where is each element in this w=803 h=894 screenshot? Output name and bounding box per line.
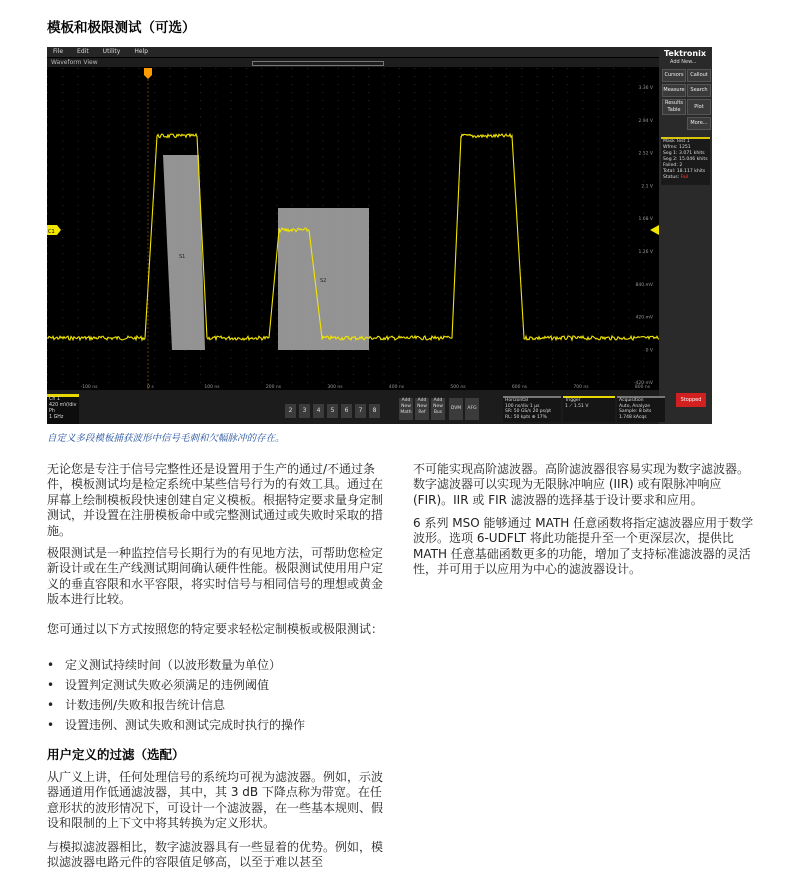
- channel-marker-label: C1: [48, 229, 55, 235]
- more-button[interactable]: More...: [687, 117, 711, 130]
- paragraph-mask-intro: 无论您是专注于信号完整性还是设置用于生产的通过/不通过条件，模板测试均是检定系统中某些信号行为的有效工具。通过在屏幕上绘制模板段快速创建自定义模板。根据特定要求量身定制测试，并设置在注册模板命中或完整测试通过或失败时采取的措施。: [47, 462, 384, 538]
- waveform-svg: [47, 68, 659, 390]
- add-new-label: Add New...: [670, 59, 697, 65]
- x-tick-label: 100 ns: [204, 385, 220, 390]
- menu-bar: [47, 47, 659, 57]
- horizontal-title: Horizontal: [505, 398, 528, 403]
- channel-8-button[interactable]: 8: [369, 404, 380, 418]
- y-tick-label: 2.52 V: [638, 151, 653, 157]
- ch1-badge[interactable]: [47, 394, 79, 424]
- x-tick-label: 0 s: [147, 385, 154, 390]
- menu-help[interactable]: Help: [134, 48, 149, 55]
- y-tick-label: 840 mV: [635, 282, 653, 288]
- trigger-setting: 1 ⟋ 1.51 V: [565, 403, 589, 409]
- mask-test-panel[interactable]: [661, 137, 710, 185]
- mask-seg2: Seg 2: 15.046 khits: [663, 157, 708, 162]
- ch1-scale: 420 mV/div: [49, 403, 77, 408]
- y-tick-label: 0 V: [645, 348, 653, 354]
- list-item: • 设置违例、测试失败和测试完成时执行的操作: [47, 717, 387, 737]
- y-tick-label: 3.36 V: [638, 86, 653, 91]
- paragraph-filter-intro: 从广义上讲，任何处理信号的系统均可视为滤波器。例如，示波器通道用作低通滤波器，其中，其 3 dB 下降点称为带宽。在任意形状的波形情况下，可设计一个滤波器，在一些基本规则、假设和限制的上下文中将其转换为定义形状。: [47, 770, 384, 831]
- waveform-view-bar: [47, 58, 659, 67]
- x-tick-label: 600 ns: [511, 385, 528, 390]
- ch1-bandwidth: 1 GHz: [49, 415, 64, 420]
- stopped-button[interactable]: Stopped: [676, 393, 706, 407]
- list-item: • 计数违例/失败和报告统计信息: [47, 697, 387, 717]
- x-tick-label: -100 ns: [80, 385, 98, 390]
- acquisition-bits: Sample: 8 bits: [619, 409, 652, 414]
- horizontal-sample-rate: SR: 50 GS/s 20 ps/pt: [505, 409, 552, 414]
- callout-button[interactable]: Callout: [687, 69, 711, 82]
- channel-2-button[interactable]: 2: [285, 404, 296, 418]
- acquisition-mode: Auto, Analyze: [619, 403, 651, 409]
- waveform-plot: [47, 68, 659, 390]
- paragraph-digital-filter: 与模拟滤波器相比，数字滤波器具有一些显着的优势。例如，模拟滤波器电路元件的容限值足够高，以至于难以甚至: [47, 840, 384, 870]
- y-tick-label: -420 mV: [633, 381, 653, 387]
- ch1-name: Ch 1: [49, 397, 60, 402]
- mask-total: Total: 18.117 khits: [663, 169, 706, 174]
- search-button[interactable]: Search: [687, 84, 711, 97]
- tektronix-logo: Tektronix: [664, 49, 707, 58]
- mask-status-value: Fail: [680, 175, 689, 180]
- channel-6-button[interactable]: 6: [341, 404, 352, 418]
- right-panel: [659, 47, 712, 424]
- acquisition-title: Acquisition: [619, 398, 644, 403]
- filter-heading: 用户定义的过滤（选配）: [47, 747, 185, 762]
- y-tick-label: 2.94 V: [638, 118, 653, 124]
- x-tick-label: 700 ns: [573, 385, 589, 390]
- y-tick-label: 1.26 V: [638, 250, 653, 255]
- segment-label-s1: S1: [179, 254, 186, 260]
- list-item: • 定义测试持续时间（以波形数量为单位）: [47, 657, 387, 677]
- settings-bar: [47, 390, 659, 424]
- mask-wfms: Wfms: 1251: [663, 145, 691, 150]
- feature-list: [47, 657, 387, 737]
- section-heading: 模板和极限测试（可选）: [47, 20, 196, 36]
- figure-caption: 自定义多段模板捕获波形中信号毛刺和欠幅脉冲的存在。: [47, 433, 285, 444]
- oscilloscope-screenshot: [47, 47, 712, 424]
- dvm-button[interactable]: DVM: [449, 398, 463, 420]
- channel-7-button[interactable]: 7: [355, 404, 366, 418]
- x-tick-label: 300 ns: [327, 385, 343, 390]
- channel-5-button[interactable]: 5: [327, 404, 338, 418]
- ch1-coupling: Ph: [49, 409, 55, 414]
- menu-file[interactable]: File: [53, 48, 64, 55]
- measure-button[interactable]: Measure: [662, 84, 686, 97]
- plot-button[interactable]: Plot: [687, 99, 711, 115]
- acquisition-panel[interactable]: [617, 396, 665, 422]
- afg-button[interactable]: AFG: [465, 398, 479, 420]
- menu-utility[interactable]: Utility: [102, 48, 121, 55]
- channel-4-button[interactable]: 4: [313, 404, 324, 418]
- x-tick-label: 800 ns: [634, 385, 651, 390]
- add-new-math-button[interactable]: Add New Math: [399, 398, 413, 420]
- horizontal-panel[interactable]: [503, 396, 561, 422]
- mask-status: Status: Fail: [663, 175, 689, 180]
- paragraph-limit-test: 极限测试是一种监控信号长期行为的有见地方法，可帮助您检定新设计或在生产线测试期间确认硬件性能。极限测试使用用户定义的垂直容限和水平容限，将实时信号与相同信号的理想或黄金版本进行比较。: [47, 546, 384, 607]
- add-new-ref-button[interactable]: Add New Ref: [415, 398, 429, 420]
- zoom-slider[interactable]: [252, 61, 384, 66]
- mask-seg1: Seg 1: 3.071 khits: [663, 151, 705, 156]
- paragraph-iir-fir: 不可能实现高阶滤波器。高阶滤波器很容易实现为数字滤波器。数字滤波器可以实现为无限脉冲响应 (IIR) 或有限脉冲响应 (FIR)。IIR 或 FIR 滤波器的选择基于设计要求和应用。: [413, 462, 750, 507]
- horizontal-record-length: RL: 50 kpts ⊕ 17%: [505, 414, 547, 420]
- results-table-button[interactable]: Results Table: [662, 99, 686, 115]
- y-tick-label: 1.68 V: [638, 217, 653, 223]
- x-tick-label: 400 ns: [388, 385, 405, 390]
- horizontal-scale: 100 ns/div 1 μs: [505, 403, 540, 409]
- y-tick-label: 2.1 V: [641, 184, 653, 190]
- segment-label-s2: S2: [320, 278, 327, 284]
- list-item: • 设置判定测试失败必须满足的违例阈值: [47, 677, 387, 697]
- x-tick-label: 500 ns: [450, 385, 466, 390]
- cursors-button[interactable]: Cursors: [662, 69, 686, 82]
- channel-3-button[interactable]: 3: [299, 404, 310, 418]
- y-tick-label: 420 mV: [635, 315, 653, 321]
- x-tick-label: 200 ns: [265, 385, 282, 390]
- waveform-view-label: Waveform View: [51, 59, 98, 66]
- paragraph-customize: 您可通过以下方式按照您的特定要求轻松定制模板或极限测试：: [47, 622, 384, 636]
- mask-test-title: Mask Test 1: [663, 139, 690, 144]
- trigger-panel[interactable]: [563, 396, 615, 422]
- trigger-title: Trigger: [565, 398, 581, 403]
- acquisition-count: 1.748 kAcqs: [619, 414, 647, 420]
- menu-edit[interactable]: Edit: [77, 48, 89, 55]
- add-new-bus-button[interactable]: Add New Bus: [431, 398, 445, 420]
- mask-failed: Failed: 2: [663, 163, 683, 168]
- paragraph-udflt: 6 系列 MSO 能够通过 MATH 任意函数将指定滤波器应用于数学波形。选项 6-UDFLT 将此功能提升至一个更深层次，提供比 MATH 任意基础函数更多的功能，增加了支持标准滤波器的灵活性，并可用于以应用为中心的滤波器设计。: [413, 516, 754, 577]
